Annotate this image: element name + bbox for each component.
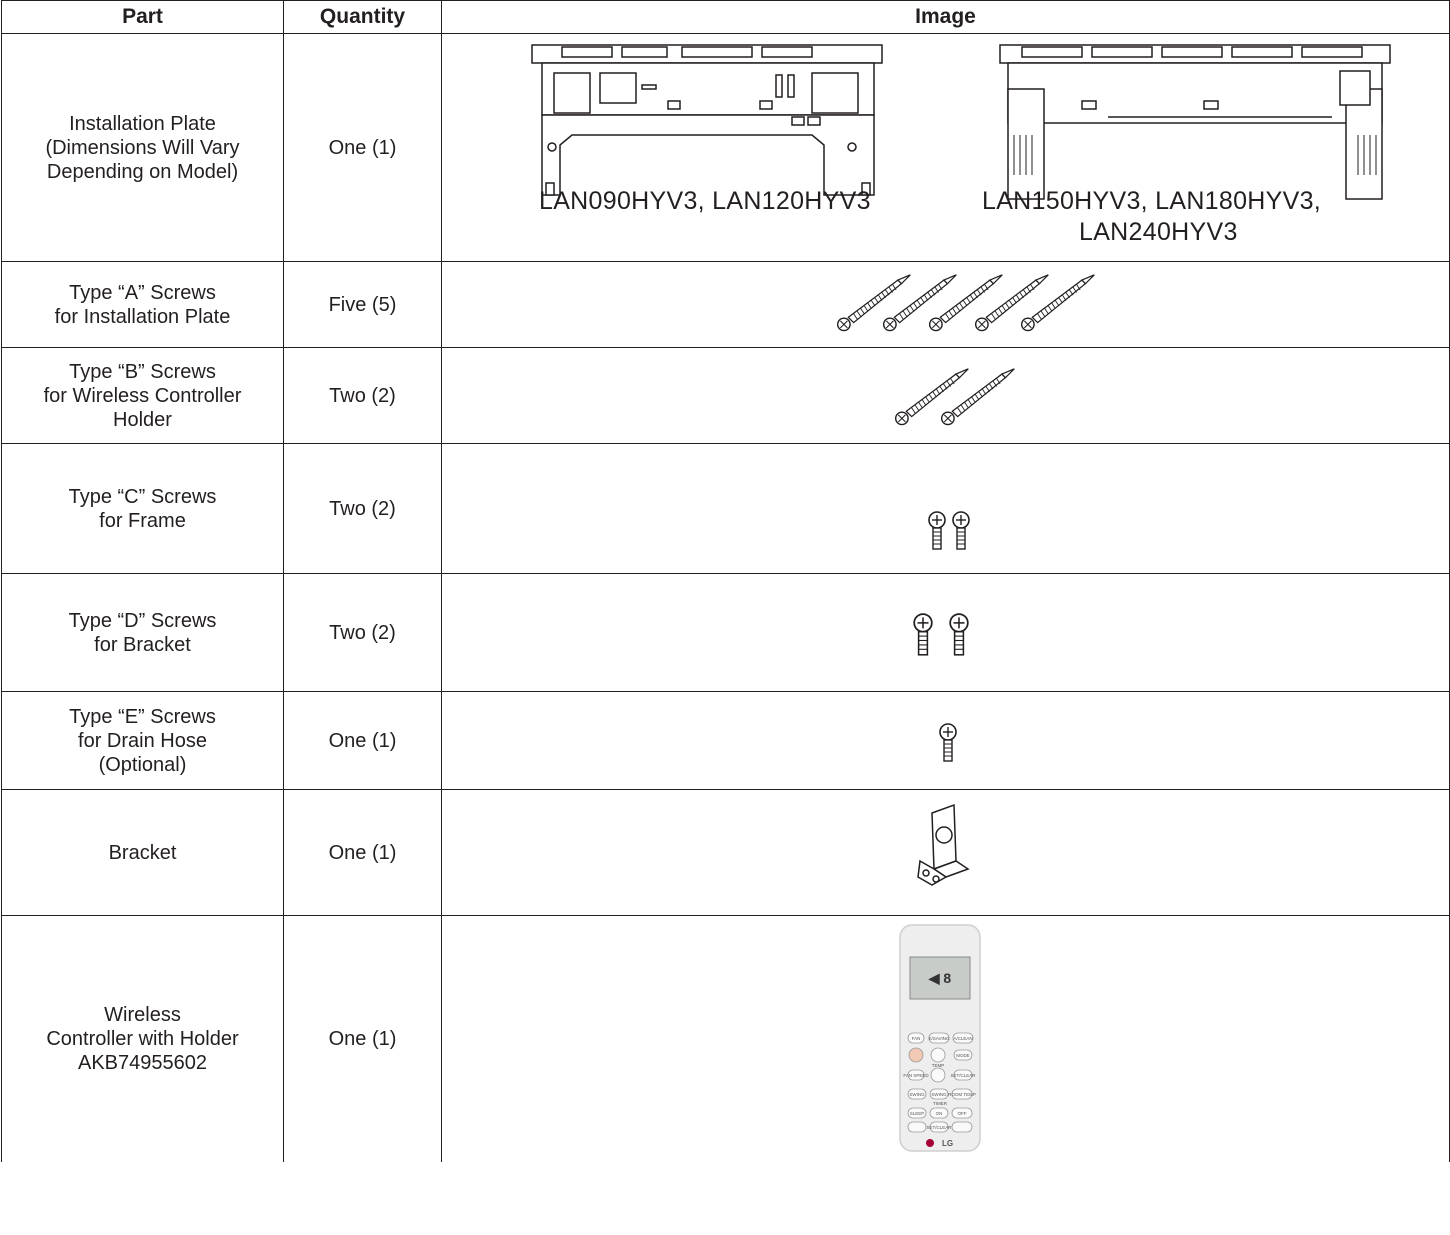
part-text: AKB74955602	[77, 1051, 207, 1074]
quantity-cell: One (1)	[284, 916, 442, 1162]
part-cell	[2, 916, 284, 1162]
part-text: for Drain Hose	[78, 729, 207, 752]
remote-button-label: SET/CLEAR	[950, 1072, 976, 1078]
type-b-screws-illustration	[442, 349, 1448, 443]
caption-large-models-2: LAN240HYV3	[1079, 218, 1238, 246]
quantity-cell: Two (2)	[284, 444, 442, 574]
table-row	[2, 574, 1450, 692]
quantity-cell: Two (2)	[284, 574, 442, 692]
remote-button-label: MODE	[956, 1052, 970, 1058]
remote-button-label: FAN SPEED	[903, 1072, 929, 1078]
remote-controller-icon	[900, 925, 980, 1151]
table-header-row	[2, 1, 1450, 34]
remote-label-timer: TIMER	[933, 1100, 947, 1106]
part-text: (Optional)	[98, 753, 187, 776]
part-text: Type “C” Screws	[68, 485, 217, 508]
image-cell	[442, 348, 1450, 444]
quantity-cell: Five (5)	[284, 262, 442, 348]
table-row	[2, 916, 1450, 1162]
header-quantity: Quantity	[284, 1, 442, 34]
quantity-cell: One (1)	[284, 34, 442, 262]
table-row	[2, 34, 1450, 262]
table-row	[2, 348, 1450, 444]
installation-plate-drawings	[442, 35, 1448, 261]
part-text: Type “A” Screws	[69, 281, 216, 304]
part-text: Controller with Holder	[46, 1027, 239, 1050]
installation-plate-large-icon	[1000, 45, 1390, 199]
bracket-icon	[918, 805, 968, 885]
svg-text:◀ 8: ◀ 8	[928, 969, 952, 986]
table-row	[2, 444, 1450, 574]
part-text: for Bracket	[94, 633, 191, 656]
type-d-screws-illustration	[442, 575, 1448, 691]
table-row	[2, 262, 1450, 348]
short-screw-icon	[914, 614, 932, 655]
remote-button-label: SET/CLEAR	[926, 1124, 952, 1130]
remote-button-label: ROOM TEMP	[948, 1091, 976, 1097]
type-c-screws-illustration	[442, 445, 1448, 573]
remote-controller-illustration	[442, 917, 1448, 1161]
part-text: (Dimensions Will Vary	[45, 136, 240, 159]
part-text: Type “E” Screws	[69, 705, 216, 728]
part-text: Installation Plate	[69, 112, 216, 135]
part-cell	[2, 444, 284, 574]
parts-table	[1, 0, 1450, 1162]
part-cell	[2, 692, 284, 790]
remote-label-temp: TEMP	[931, 1062, 945, 1068]
part-text: Wireless	[104, 1003, 181, 1026]
part-text: for Wireless Controller	[43, 384, 242, 407]
remote-button-label: FAN	[911, 1035, 921, 1041]
image-cell	[442, 574, 1450, 692]
part-text: for Installation Plate	[54, 305, 231, 328]
part-text: Bracket	[108, 841, 177, 864]
installation-plate-small-icon	[532, 45, 882, 195]
image-cell	[442, 692, 1450, 790]
remote-button-label: E/SAVING	[928, 1035, 950, 1041]
part-text: Holder	[113, 408, 172, 431]
quantity-cell: One (1)	[284, 692, 442, 790]
table-row	[2, 692, 1450, 790]
short-screw-icon	[950, 614, 968, 655]
short-screw-icon	[929, 512, 945, 549]
remote-button-label: SLEEP	[909, 1110, 925, 1116]
part-text: Depending on Model)	[46, 160, 239, 183]
remote-button-label: SWING	[909, 1091, 925, 1097]
quantity-cell: One (1)	[284, 790, 442, 916]
header-part: Part	[2, 1, 284, 34]
caption-small-models: LAN090HYV3, LAN120HYV3	[539, 187, 871, 215]
image-cell	[442, 444, 1450, 574]
part-cell	[2, 262, 284, 348]
header-image: Image	[442, 1, 1450, 34]
image-cell	[442, 916, 1450, 1162]
type-a-screws-illustration	[442, 263, 1448, 347]
remote-button-label: OFF	[957, 1110, 967, 1116]
remote-button-label: SWING	[931, 1091, 947, 1097]
part-cell	[2, 790, 284, 916]
remote-button-label: A/CLEAN	[953, 1035, 973, 1041]
short-screw-icon	[940, 724, 956, 761]
bracket-illustration	[442, 791, 1448, 915]
table-row	[2, 790, 1450, 916]
image-cell	[442, 262, 1450, 348]
part-cell	[2, 34, 284, 262]
remote-button-label: ON	[935, 1110, 943, 1116]
caption-large-models-1: LAN150HYV3, LAN180HYV3,	[982, 187, 1322, 215]
part-cell	[2, 574, 284, 692]
type-e-screw-illustration	[442, 693, 1448, 789]
quantity-cell: Two (2)	[284, 348, 442, 444]
part-text: for Frame	[99, 509, 186, 532]
part-cell	[2, 348, 284, 444]
short-screw-icon	[953, 512, 969, 549]
part-text: Type “D” Screws	[68, 609, 217, 632]
image-cell	[442, 790, 1450, 916]
remote-brand: LG	[942, 1138, 954, 1148]
image-cell	[442, 34, 1450, 262]
part-text: Type “B” Screws	[69, 360, 216, 383]
